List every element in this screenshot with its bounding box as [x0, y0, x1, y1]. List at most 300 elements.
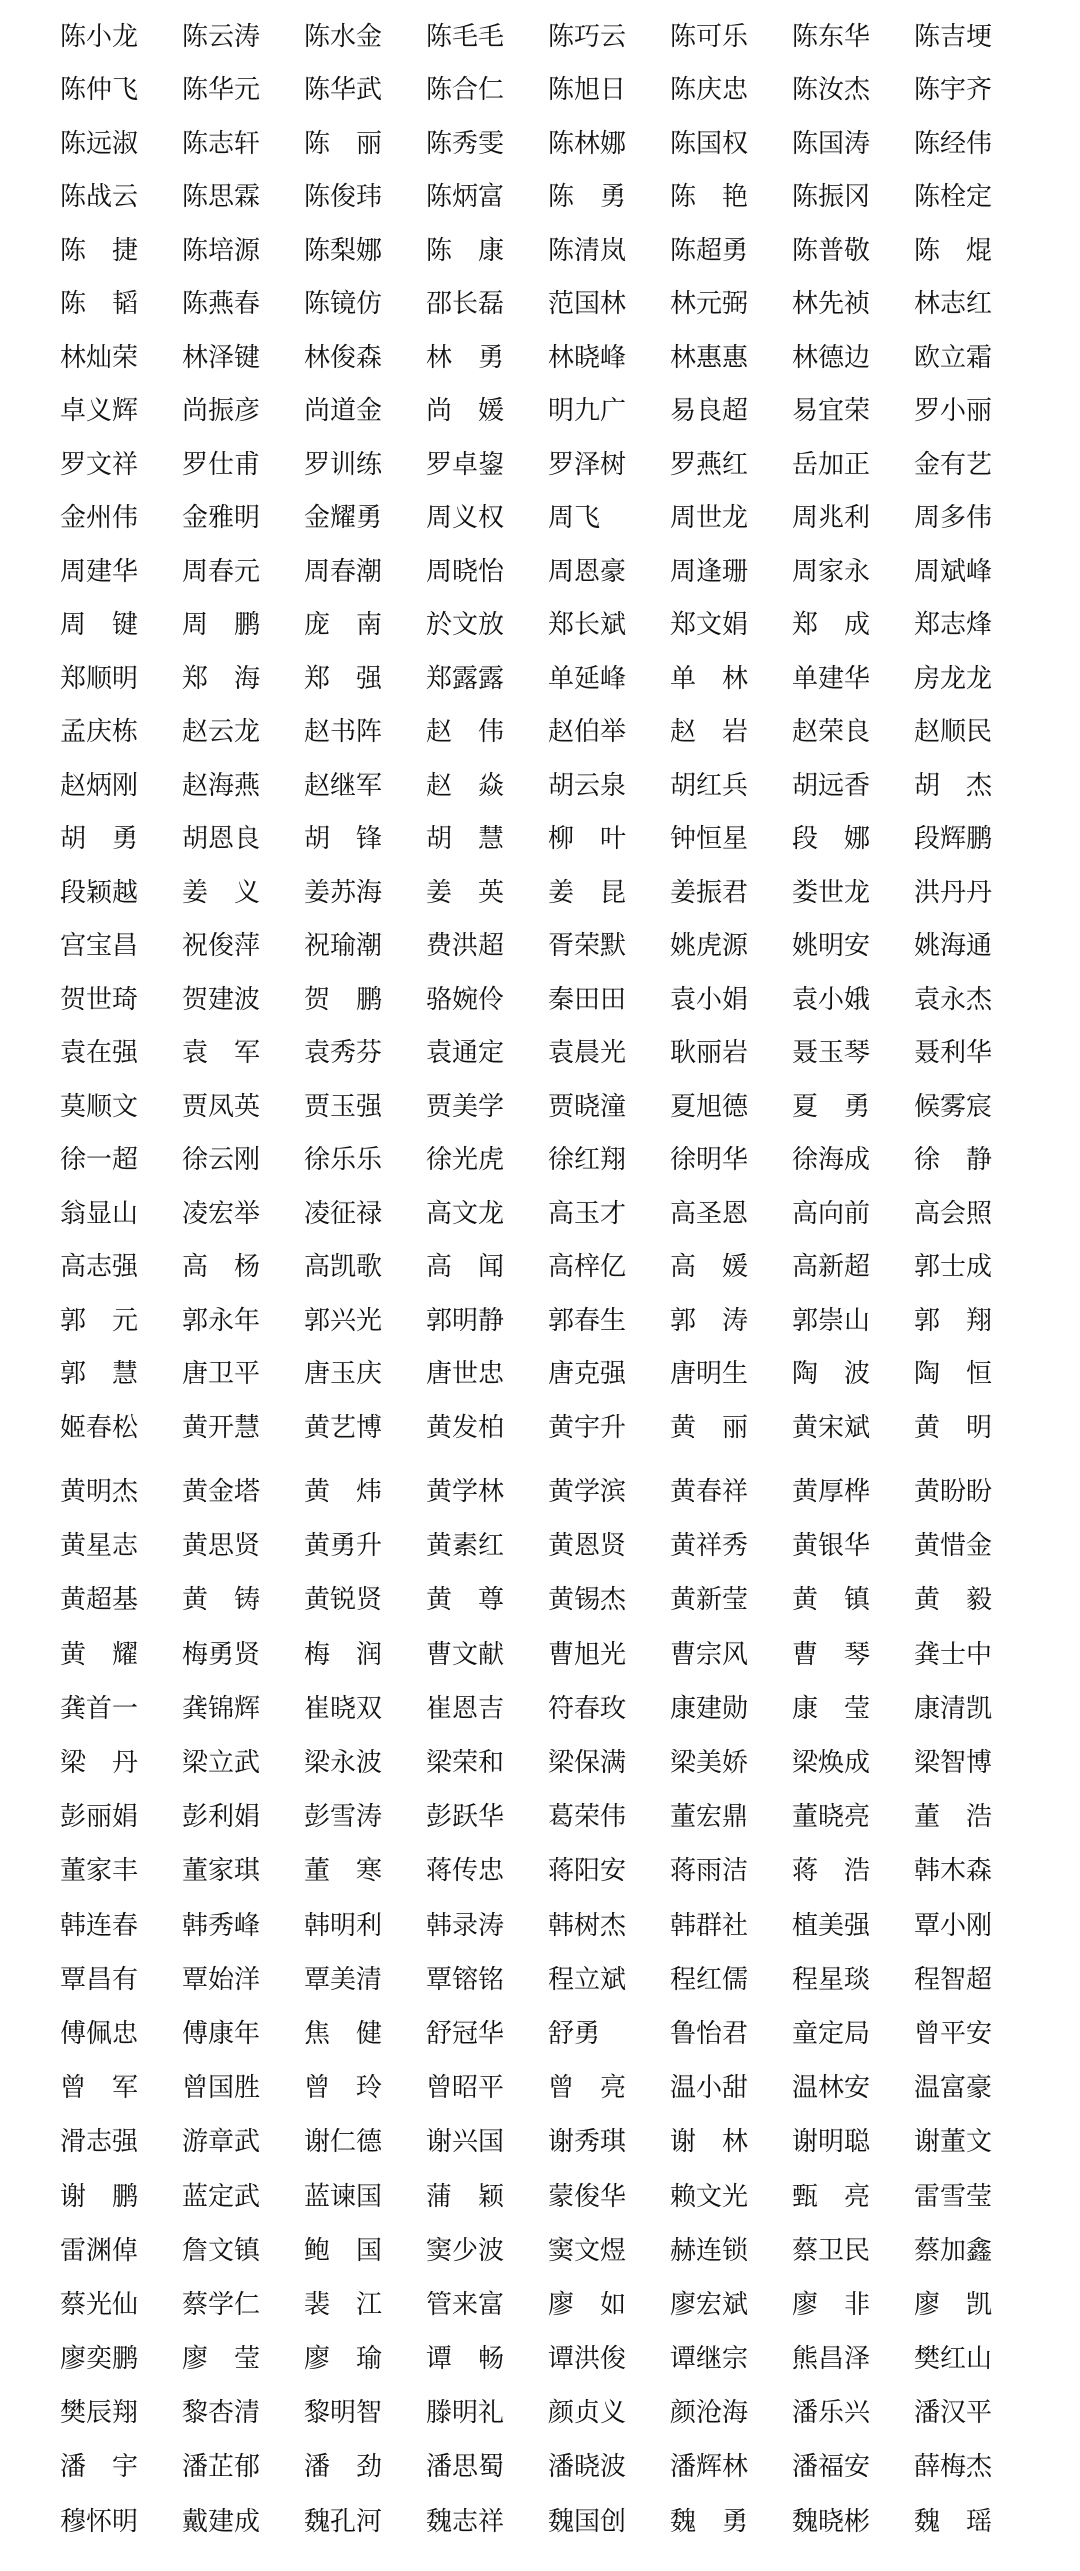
person-name: 程星琰 [792, 1964, 871, 1995]
person-name: 黄厚桦 [792, 1477, 871, 1508]
person-name: 高新超 [792, 1252, 871, 1283]
person-name: 贾美学 [426, 1091, 505, 1122]
person-name: 高向前 [792, 1198, 871, 1229]
person-name: 蔡光仙 [60, 2289, 139, 2320]
name-row [60, 866, 1036, 920]
person-name: 潘 宇 [60, 2452, 139, 2483]
person-name: 龚锦辉 [182, 1693, 261, 1724]
person-name: 林志红 [914, 289, 993, 320]
person-name: 谢 林 [670, 2127, 749, 2158]
person-name: 欧立霜 [914, 342, 993, 373]
person-name: 娄世龙 [792, 877, 871, 908]
person-name: 陈华元 [182, 75, 261, 106]
person-name: 贺 鹏 [304, 984, 383, 1015]
person-name: 高 杨 [182, 1252, 261, 1283]
person-name: 郑 强 [304, 663, 383, 694]
name-row [60, 1790, 1036, 1844]
name-row [60, 171, 1036, 225]
person-name: 林俊森 [304, 342, 383, 373]
person-name: 崔晓双 [304, 1693, 383, 1724]
name-row [60, 706, 1036, 760]
person-name: 梁立武 [182, 1748, 261, 1779]
person-name: 单延峰 [548, 663, 627, 694]
person-name: 赫连锁 [670, 2235, 749, 2266]
person-name: 曾平安 [914, 2018, 993, 2049]
name-row [60, 1465, 1036, 1519]
person-name: 胡红兵 [670, 770, 749, 801]
name-row [60, 2386, 1036, 2440]
name-row [60, 2495, 1036, 2549]
person-name: 周兆利 [792, 503, 871, 534]
person-name: 陈东华 [792, 21, 871, 52]
person-name: 姚海通 [914, 931, 993, 962]
person-name: 曾 亮 [548, 2073, 627, 2104]
person-name: 陈梨娜 [304, 235, 383, 266]
name-row [60, 973, 1036, 1027]
person-name: 曹宗风 [670, 1639, 749, 1670]
person-name: 郭明静 [426, 1305, 505, 1336]
person-name: 段 娜 [792, 824, 871, 855]
person-name: 黄学林 [426, 1477, 505, 1508]
person-name: 潘晓波 [548, 2452, 627, 2483]
person-name: 蒋 浩 [792, 1856, 871, 1887]
person-name: 蔡加鑫 [914, 2235, 993, 2266]
person-name: 聂利华 [914, 1038, 993, 1069]
person-name: 高志强 [60, 1252, 139, 1283]
name-row [60, 1953, 1036, 2007]
person-name: 魏孔河 [304, 2506, 383, 2537]
person-name: 梅 润 [304, 1639, 383, 1670]
person-name: 林德边 [792, 342, 871, 373]
person-name: 黄祥秀 [670, 1531, 749, 1562]
name-row [60, 2332, 1036, 2386]
person-name: 陈华武 [304, 75, 383, 106]
person-name: 贺建波 [182, 984, 261, 1015]
person-name: 郭永年 [182, 1305, 261, 1336]
person-name: 覃始洋 [182, 1964, 261, 1995]
person-name: 康 莹 [792, 1693, 871, 1724]
name-row [60, 813, 1036, 867]
person-name: 谢董文 [914, 2127, 993, 2158]
person-name: 雷渊倬 [60, 2235, 139, 2266]
name-row [60, 10, 1036, 64]
person-name: 孟庆栋 [60, 717, 139, 748]
person-name: 傅佩忠 [60, 2018, 139, 2049]
person-name: 黄学滨 [548, 1477, 627, 1508]
name-row [60, 2169, 1036, 2223]
person-name: 金雅明 [182, 503, 261, 534]
person-name: 黄发柏 [426, 1412, 505, 1443]
person-name: 袁秀芬 [304, 1038, 383, 1069]
person-name: 谭洪俊 [548, 2344, 627, 2375]
person-name: 潘芷郁 [182, 2452, 261, 2483]
person-name: 曾昭平 [426, 2073, 505, 2104]
person-name: 姜 英 [426, 877, 505, 908]
person-name: 黄 耀 [60, 1639, 139, 1670]
name-row [60, 2007, 1036, 2061]
person-name: 潘 劲 [304, 2452, 383, 2483]
person-name: 黄宇升 [548, 1412, 627, 1443]
person-name: 陈国涛 [792, 128, 871, 159]
person-name: 黎明智 [304, 2398, 383, 2429]
person-name: 袁小娟 [670, 984, 749, 1015]
person-name: 罗小丽 [914, 396, 993, 427]
person-name: 陈旭日 [548, 75, 627, 106]
person-name: 袁通定 [426, 1038, 505, 1069]
person-name: 凌征禄 [304, 1198, 383, 1229]
person-name: 蓝定武 [182, 2181, 261, 2212]
name-row [60, 2440, 1036, 2494]
person-name: 廖 瑜 [304, 2344, 383, 2375]
person-name: 陈仲飞 [60, 75, 139, 106]
name-row [60, 1401, 1036, 1455]
person-name: 颜贞义 [548, 2398, 627, 2429]
name-row [60, 2278, 1036, 2332]
person-name: 周世龙 [670, 503, 749, 534]
person-name: 韩树杰 [548, 1910, 627, 1941]
person-name: 廖宏斌 [670, 2289, 749, 2320]
person-name: 林晓峰 [548, 342, 627, 373]
name-row [60, 1573, 1036, 1627]
person-name: 彭跃华 [426, 1802, 505, 1833]
person-name: 郭兴光 [304, 1305, 383, 1336]
person-name: 董家琪 [182, 1856, 261, 1887]
person-name: 姬春松 [60, 1412, 139, 1443]
person-name: 赖文光 [670, 2181, 749, 2212]
person-name: 周晓怡 [426, 556, 505, 587]
person-name: 潘福安 [792, 2452, 871, 2483]
person-name: 魏 瑶 [914, 2506, 993, 2537]
person-name: 姚虎源 [670, 931, 749, 962]
person-name: 陈宇齐 [914, 75, 993, 106]
person-name: 焦 健 [304, 2018, 383, 2049]
person-name: 陈庆忠 [670, 75, 749, 106]
name-row [60, 2224, 1036, 2278]
person-name: 唐玉庆 [304, 1359, 383, 1390]
person-name: 鲍 国 [304, 2235, 383, 2266]
person-name: 赵 岩 [670, 717, 749, 748]
person-name: 黎杏清 [182, 2398, 261, 2429]
name-row [60, 385, 1036, 439]
person-name: 尚 媛 [426, 396, 505, 427]
person-name: 覃镕铭 [426, 1964, 505, 1995]
person-name: 唐克强 [548, 1359, 627, 1390]
person-name: 罗泽树 [548, 449, 627, 480]
person-name: 游章武 [182, 2127, 261, 2158]
person-name: 管来富 [426, 2289, 505, 2320]
person-name: 柳 叶 [548, 824, 627, 855]
person-name: 谭继宗 [670, 2344, 749, 2375]
person-name: 韩录涛 [426, 1910, 505, 1941]
person-name: 黄春祥 [670, 1477, 749, 1508]
person-name: 袁晨光 [548, 1038, 627, 1069]
person-name: 蒋传忠 [426, 1856, 505, 1887]
person-name: 单 林 [670, 663, 749, 694]
person-name: 洪丹丹 [914, 877, 993, 908]
person-name: 陈普敬 [792, 235, 871, 266]
person-name: 韩连春 [60, 1910, 139, 1941]
person-name: 郭 涛 [670, 1305, 749, 1336]
person-name: 曾 玲 [304, 2073, 383, 2104]
person-name: 彭丽娟 [60, 1802, 139, 1833]
person-name: 梁保满 [548, 1748, 627, 1779]
person-name: 陈战云 [60, 182, 139, 213]
person-name: 覃小刚 [914, 1910, 993, 1941]
person-name: 周春潮 [304, 556, 383, 587]
person-name: 郭 翔 [914, 1305, 993, 1336]
person-name: 董家丰 [60, 1856, 139, 1887]
name-row [60, 920, 1036, 974]
person-name: 程红儒 [670, 1964, 749, 1995]
person-name: 尚道金 [304, 396, 383, 427]
person-name: 徐明华 [670, 1145, 749, 1176]
person-name: 郭崇山 [792, 1305, 871, 1336]
person-name: 龚士中 [914, 1639, 993, 1670]
person-name: 赵荣良 [792, 717, 871, 748]
person-name: 曾 军 [60, 2073, 139, 2104]
person-name: 郭 慧 [60, 1359, 139, 1390]
person-name: 卓义辉 [60, 396, 139, 427]
person-name: 鲁怡君 [670, 2018, 749, 2049]
person-name: 徐 静 [914, 1145, 993, 1176]
person-name: 黄超基 [60, 1585, 139, 1616]
name-row [60, 117, 1036, 171]
person-name: 程立斌 [548, 1964, 627, 1995]
person-name: 高圣恩 [670, 1198, 749, 1229]
person-name: 魏国创 [548, 2506, 627, 2537]
person-name: 陈林娜 [548, 128, 627, 159]
person-name: 胡远香 [792, 770, 871, 801]
person-name: 周家永 [792, 556, 871, 587]
person-name: 易良超 [670, 396, 749, 427]
person-name: 魏晓彬 [792, 2506, 871, 2537]
person-name: 廖 莹 [182, 2344, 261, 2375]
name-row [60, 1080, 1036, 1134]
name-row [60, 1241, 1036, 1295]
person-name: 陈吉埂 [914, 21, 993, 52]
person-name: 莫顺文 [60, 1091, 139, 1122]
person-name: 黄素红 [426, 1531, 505, 1562]
name-row [60, 1899, 1036, 1953]
person-name: 聂玉琴 [792, 1038, 871, 1069]
person-name: 郭 元 [60, 1305, 139, 1336]
person-name: 梁美娇 [670, 1748, 749, 1779]
person-name: 林泽键 [182, 342, 261, 373]
person-name: 郭春生 [548, 1305, 627, 1336]
person-name: 胡 慧 [426, 824, 505, 855]
person-name: 陈 丽 [304, 128, 383, 159]
person-name: 胡 杰 [914, 770, 993, 801]
person-name: 徐云刚 [182, 1145, 261, 1176]
person-name: 彭雪涛 [304, 1802, 383, 1833]
name-row [60, 438, 1036, 492]
person-name: 黄锡杰 [548, 1585, 627, 1616]
person-name: 周多伟 [914, 503, 993, 534]
person-name: 翁显山 [60, 1198, 139, 1229]
person-name: 梁荣和 [426, 1748, 505, 1779]
person-name: 陈经伟 [914, 128, 993, 159]
person-name: 胡 勇 [60, 824, 139, 855]
person-name: 黄 尊 [426, 1585, 505, 1616]
person-name: 陈培源 [182, 235, 261, 266]
person-name: 樊红山 [914, 2344, 993, 2375]
person-name: 祝俊萍 [182, 931, 261, 962]
person-name: 周 鹏 [182, 610, 261, 641]
person-name: 徐光虎 [426, 1145, 505, 1176]
person-name: 廖奕鹏 [60, 2344, 139, 2375]
person-name: 梁 丹 [60, 1748, 139, 1779]
name-row [60, 278, 1036, 332]
person-name: 黄 炜 [304, 1477, 383, 1508]
name-row [60, 1682, 1036, 1736]
person-name: 姜苏海 [304, 877, 383, 908]
person-name: 耿丽岩 [670, 1038, 749, 1069]
person-name: 於文放 [426, 610, 505, 641]
person-name: 周飞 [548, 503, 601, 534]
person-name: 蒲 颖 [426, 2181, 505, 2212]
person-name: 梁智博 [914, 1748, 993, 1779]
name-row [60, 492, 1036, 546]
person-name: 宫宝昌 [60, 931, 139, 962]
person-name: 骆婉伶 [426, 984, 505, 1015]
name-row [60, 545, 1036, 599]
person-name: 廖 非 [792, 2289, 871, 2320]
person-name: 郑顺明 [60, 663, 139, 694]
person-name: 周逢珊 [670, 556, 749, 587]
person-name: 罗文祥 [60, 449, 139, 480]
person-name: 陈炳富 [426, 182, 505, 213]
person-name: 陈 康 [426, 235, 505, 266]
person-name: 赵云龙 [182, 717, 261, 748]
person-name: 薛梅杰 [914, 2452, 993, 2483]
person-name: 梅勇贤 [182, 1639, 261, 1670]
person-name: 邵长磊 [426, 289, 505, 320]
person-name: 黄盼盼 [914, 1477, 993, 1508]
person-name: 温小甜 [670, 2073, 749, 2104]
person-name: 陈清岚 [548, 235, 627, 266]
person-name: 林元弼 [670, 289, 749, 320]
person-name: 林灿荣 [60, 342, 139, 373]
person-name: 胡云泉 [548, 770, 627, 801]
person-name: 康建勋 [670, 1693, 749, 1724]
person-name: 韩群社 [670, 1910, 749, 1941]
name-row [60, 1628, 1036, 1682]
person-name: 黄新莹 [670, 1585, 749, 1616]
person-name: 周春元 [182, 556, 261, 587]
person-name: 高 媛 [670, 1252, 749, 1283]
person-name: 韩木森 [914, 1856, 993, 1887]
person-name: 韩秀峰 [182, 1910, 261, 1941]
person-name: 董 浩 [914, 1802, 993, 1833]
person-name: 葛荣伟 [548, 1802, 627, 1833]
person-name: 贾玉强 [304, 1091, 383, 1122]
person-name: 黄锐贤 [304, 1585, 383, 1616]
name-row [60, 652, 1036, 706]
name-row [60, 1844, 1036, 1898]
person-name: 黄明杰 [60, 1477, 139, 1508]
person-name: 梁永波 [304, 1748, 383, 1779]
person-name: 陈巧云 [548, 21, 627, 52]
person-name: 袁小娥 [792, 984, 871, 1015]
person-name: 金州伟 [60, 503, 139, 534]
person-name: 周斌峰 [914, 556, 993, 587]
person-name: 凌宏举 [182, 1198, 261, 1229]
person-name: 高梓亿 [548, 1252, 627, 1283]
person-name: 穆怀明 [60, 2506, 139, 2537]
person-name: 陈 韬 [60, 289, 139, 320]
person-name: 赵海燕 [182, 770, 261, 801]
person-name: 金耀勇 [304, 503, 383, 534]
person-name: 徐一超 [60, 1145, 139, 1176]
person-name: 尚振彦 [182, 396, 261, 427]
person-name: 谭 畅 [426, 2344, 505, 2375]
name-row [60, 331, 1036, 385]
person-name: 陈 焜 [914, 235, 993, 266]
person-name: 林惠惠 [670, 342, 749, 373]
person-name: 廖 如 [548, 2289, 627, 2320]
person-name: 赵书阵 [304, 717, 383, 748]
person-name: 贺世琦 [60, 984, 139, 1015]
person-name: 陈汝杰 [792, 75, 871, 106]
person-name: 贾凤英 [182, 1091, 261, 1122]
person-name: 徐海成 [792, 1145, 871, 1176]
person-name: 陈 艳 [670, 182, 749, 213]
person-name: 陶 波 [792, 1359, 871, 1390]
person-name: 梁焕成 [792, 1748, 871, 1779]
person-name: 曹 琴 [792, 1639, 871, 1670]
person-name: 魏 勇 [670, 2506, 749, 2537]
person-name: 郑 成 [792, 610, 871, 641]
person-name: 陈小龙 [60, 21, 139, 52]
person-name: 蒙俊华 [548, 2181, 627, 2212]
person-name: 黄思贤 [182, 1531, 261, 1562]
person-name: 林 勇 [426, 342, 505, 373]
name-row [60, 64, 1036, 118]
person-name: 夏 勇 [792, 1091, 871, 1122]
person-name: 陈远淑 [60, 128, 139, 159]
name-row [60, 1294, 1036, 1348]
person-name: 黄 毅 [914, 1585, 993, 1616]
person-name: 胥荣默 [548, 931, 627, 962]
person-name: 黄 明 [914, 1412, 993, 1443]
name-row [60, 1027, 1036, 1081]
person-name: 潘乐兴 [792, 2398, 871, 2429]
person-name: 黄银华 [792, 1531, 871, 1562]
person-name: 赵 焱 [426, 770, 505, 801]
person-name: 蒋阳安 [548, 1856, 627, 1887]
person-name: 康清凯 [914, 1693, 993, 1724]
person-name: 谢秀琪 [548, 2127, 627, 2158]
person-name: 黄惜金 [914, 1531, 993, 1562]
person-name: 董晓亮 [792, 1802, 871, 1833]
person-name: 陈振冈 [792, 182, 871, 213]
person-name: 姜 昆 [548, 877, 627, 908]
person-name: 林先祯 [792, 289, 871, 320]
person-name: 黄 铸 [182, 1585, 261, 1616]
person-name: 胡恩良 [182, 824, 261, 855]
person-name: 蓝谏国 [304, 2181, 383, 2212]
person-name: 袁 军 [182, 1038, 261, 1069]
person-name: 戴建成 [182, 2506, 261, 2537]
person-name: 陈水金 [304, 21, 383, 52]
person-name: 舒勇 [548, 2018, 601, 2049]
person-name: 段颖越 [60, 877, 139, 908]
name-row [60, 1348, 1036, 1402]
person-name: 罗训练 [304, 449, 383, 480]
person-name: 姜 义 [182, 877, 261, 908]
person-name: 黄艺博 [304, 1412, 383, 1443]
person-name: 崔恩吉 [426, 1693, 505, 1724]
